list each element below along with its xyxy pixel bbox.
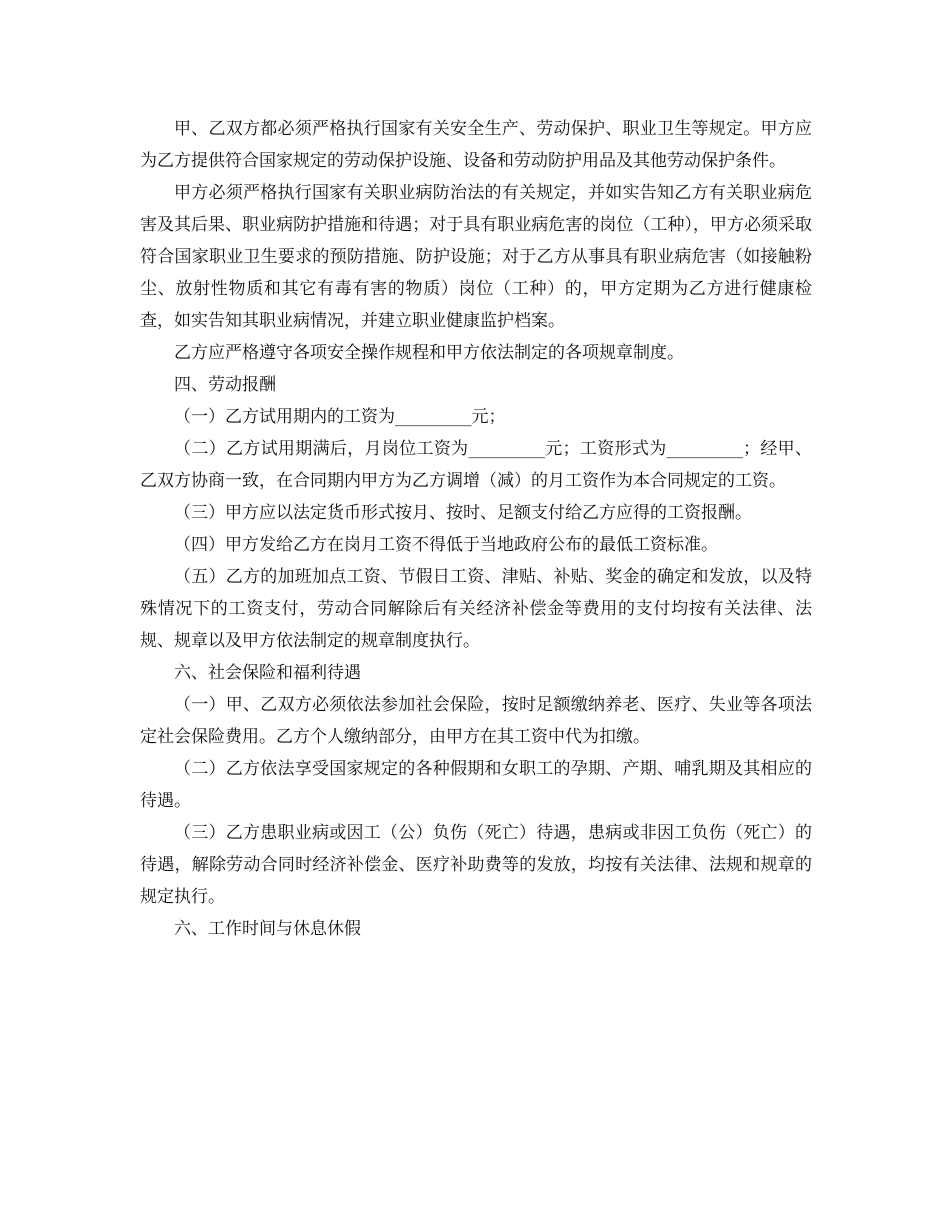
document-body <box>140 113 812 945</box>
clause-post-probation-wage: （二）乙方试用期满后，月岗位工资为_________元；工资形式为_________；经甲、乙双方协商一致，在合同期内甲方为乙方调增（减）的月工资作为本合同规定的工资。 <box>140 439 812 491</box>
clause-overtime-pay: （五）乙方的加班加点工资、节假日工资、津贴、补贴、奖金的确定和发放，以及特殊情况下的工资支付，劳动合同解除后有关经济补偿金等费用的支付均按有关法律、法规、规章以及甲方依法制定的规章制度执行。 <box>140 567 812 651</box>
paragraph-compliance: 乙方应严格遵守各项安全操作规程和甲方依法制定的各项规章制度。 <box>174 343 684 363</box>
section-heading-remuneration: 四、劳动报酬 <box>174 375 276 395</box>
section-heading-social-insurance: 六、社会保险和福利待遇 <box>174 663 361 683</box>
clause-probation-wage: （一）乙方试用期内的工资为_________元； <box>174 407 506 427</box>
clause-leave-benefits: （二）乙方依法享受国家规定的各种假期和女职工的孕期、产期、哺乳期及其相应的待遇。 <box>140 759 812 811</box>
clause-injury-benefits: （三）乙方患职业病或因工（公）负伤（死亡）待遇，患病或非因工负伤（死亡）的待遇，解除劳动合同时经济补偿金、医疗补助费等的发放，均按有关法律、法规和规章的规定执行。 <box>140 823 812 907</box>
clause-payment-method: （三）甲方应以法定货币形式按月、按时、足额支付给乙方应得的工资报酬。 <box>174 503 752 523</box>
section-heading-working-hours: 六、工作时间与休息休假 <box>174 919 361 939</box>
clause-minimum-wage: （四）甲方发给乙方在岗月工资不得低于当地政府公布的最低工资标准。 <box>174 535 718 555</box>
clause-insurance-contribution: （一）甲、乙双方必须依法参加社会保险，按时足额缴纳养老、医疗、失业等各项法定社会保险费用。乙方个人缴纳部分，由甲方在其工资中代为扣缴。 <box>140 695 812 747</box>
paragraph-safety-rules: 甲、乙双方都必须严格执行国家有关安全生产、劳动保护、职业卫生等规定。甲方应为乙方提供符合国家规定的劳动保护设施、设备和劳动防护用品及其他劳动保护条件。 <box>140 119 812 171</box>
paragraph-occupational-disease: 甲方必须严格执行国家有关职业病防治法的有关规定，并如实告知乙方有关职业病危害及其后果、职业病防护措施和待遇；对于具有职业病危害的岗位（工种），甲方必须采取符合国家职业卫生要求的预防措施、防护设施；对于乙方从事具有职业病危害（如接触粉尘、放射性物质和其它有毒有害的物质）岗位（工种）的，甲方定期为乙方进行健康检查，如实告知其职业病情况，并建立职业健康监护档案。 <box>140 183 812 331</box>
